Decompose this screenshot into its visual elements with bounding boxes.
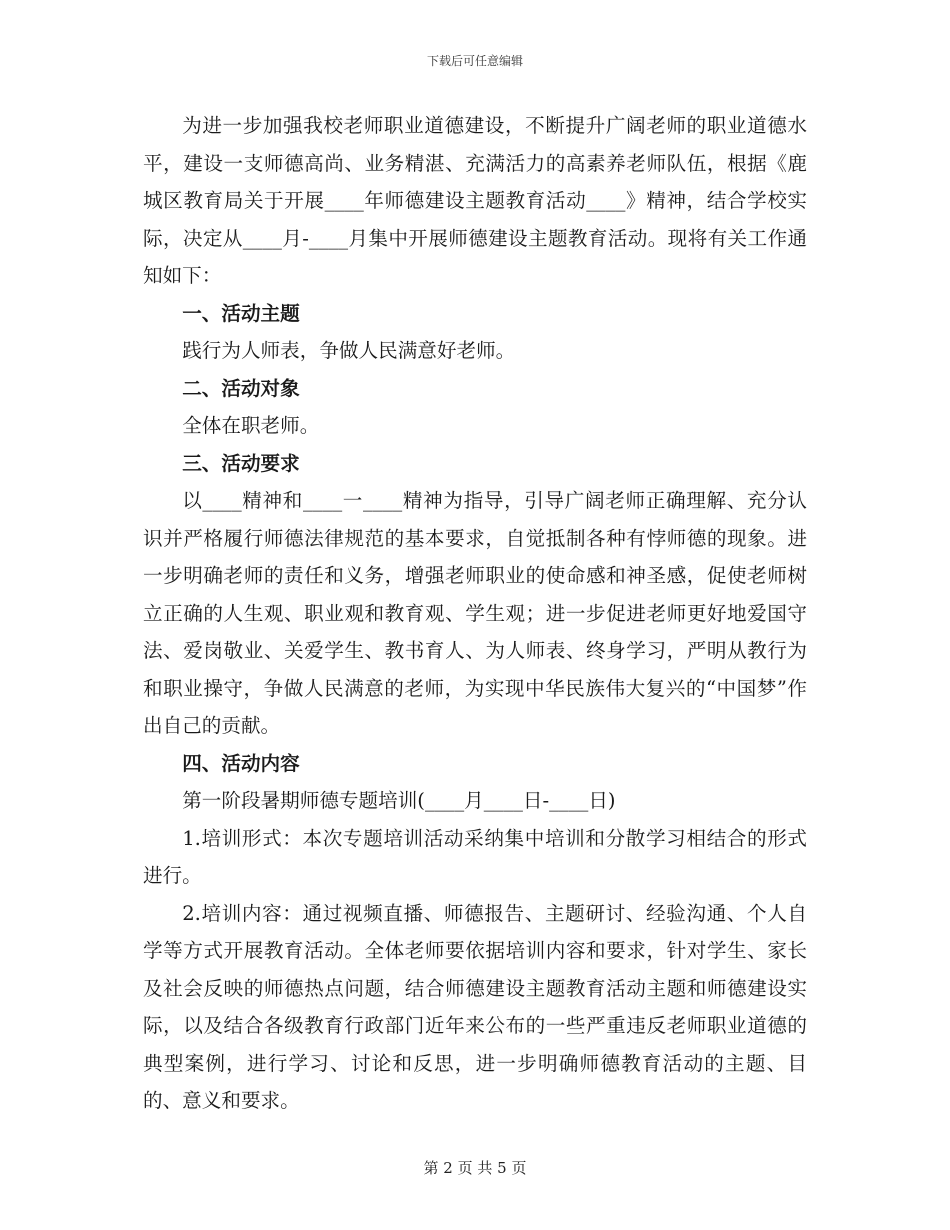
document-body [143,107,807,1120]
section-body-theme: 践行为人师表，争做人民满意好老师。 [182,339,516,362]
section-heading-requirements: 三、活动要求 [182,451,300,475]
section-body-requirements: 以____精神和____一____精神为指导，引导广阔老师正确理解、充分认识并严格履行师德法律规范的基本要求，自觉抵制各种有悖师德的现象。进一步明确老师的责任和义务，增强老师职业的使命感和神圣感，促使老师树立正确的人生观、职业观和教育观、学生观；进一步促进老师更好地爱国守法、爱岗敬业、关爱学生、教书育人、为人师表、终身学习，严明从教行为和职业操守，争做人民满意的老师，为实现中华民族伟大复兴的“中国梦”作出自己的贡献。 [143,489,807,737]
intro-paragraph: 为进一步加强我校老师职业道德建设，不断提升广阔老师的职业道德水平，建设一支师德高尚、业务精湛、充满活力的高素养老师队伍，根据《鹿城区教育局关于开展____年师德建设主题教育活动____》精神，结合学校实际，决定从____月-____月集中开展师德建设主题教育活动。现将有关工作通知如下： [143,114,807,287]
header-note: 下载后可任意编辑 [426,54,523,68]
page-number: 第 2 页 共 5 页 [423,1159,527,1177]
section-heading-theme: 一、活动主题 [182,301,300,325]
training-content-item: 2.培训内容：通过视频直播、师德报告、主题研讨、经验沟通、个人自学等方式开展教育活动。全体老师要依据培训内容和要求，针对学生、家长及社会反映的师德热点问题，结合师德建设主题教育活动主题和师德建设实际，以及结合各级教育行政部门近年来公布的一些严重违反老师职业道德的典型案例，进行学习、讨论和反思，进一步明确师德教育活动的主题、目的、意义和要求。 [143,901,807,1112]
section-body-audience: 全体在职老师。 [182,414,320,437]
training-format-item: 1.培训形式：本次专题培训活动采纳集中培训和分散学习相结合的形式进行。 [143,826,807,887]
stage-one-title: 第一阶段暑期师德专题培训(____月____日-____日) [182,789,616,812]
section-heading-audience: 二、活动对象 [182,376,300,400]
section-heading-content: 四、活动内容 [182,751,300,775]
